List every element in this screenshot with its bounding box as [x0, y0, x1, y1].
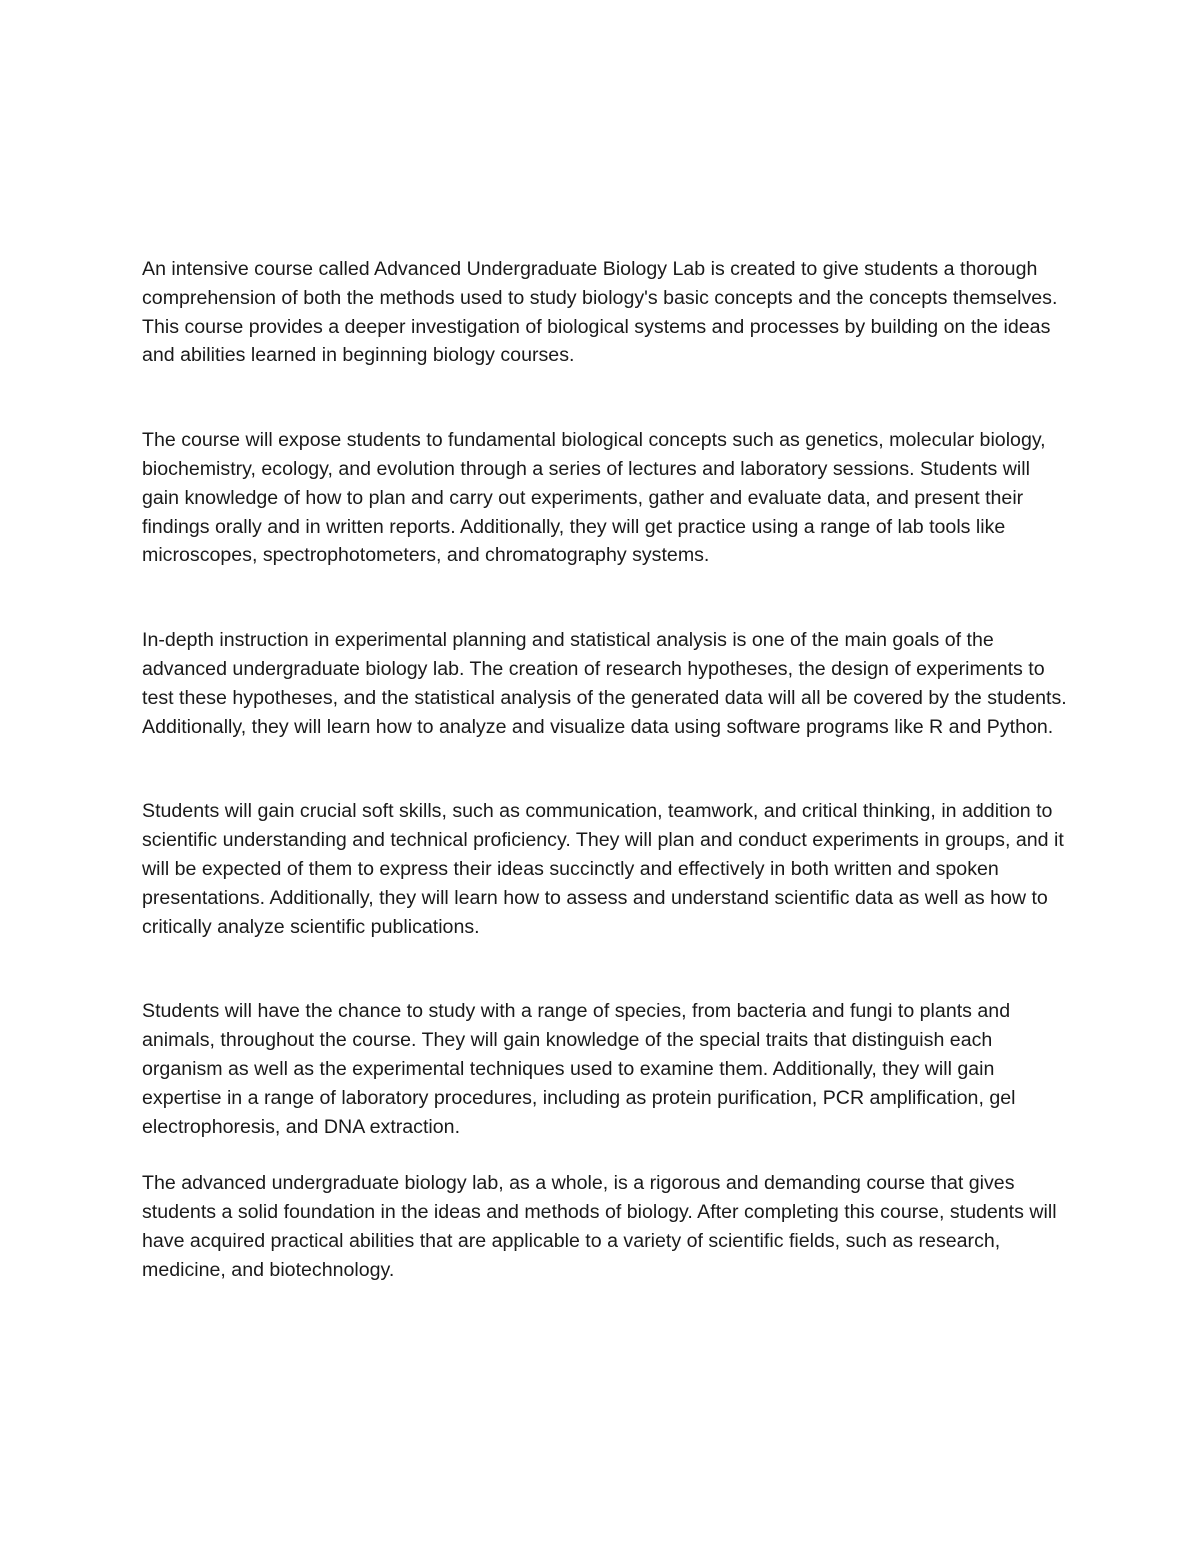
paragraph-intro: An intensive course called Advanced Undergraduate Biology Lab is created to give students a thorough comprehension of both the methods used to study biology's basic concepts and the concepts themselves. This course provides a deeper investigation of biological systems and processes by building on the ideas and abilities learned in beginning biology courses.: [142, 258, 1058, 367]
document-body: [142, 255, 1067, 1285]
paragraph-experimental-planning: In-depth instruction in experimental planning and statistical analysis is one of the main goals of the advanced undergraduate biology lab. The creation of research hypotheses, the design of experiments to test these hypotheses, and the statistical analysis of the generated data will all be covered by the students. Additionally, they will learn how to analyze and visualize data using software programs like R and Python.: [142, 629, 1067, 738]
paragraph-species: Students will have the chance to study with a range of species, from bacteria and fungi to plants and animals, throughout the course. They will gain knowledge of the special traits that distinguish each organism as well as the experimental techniques used to examine them. Additionally, they will gain expertise in a range of laboratory procedures, including as protein purification, PCR amplification, gel electrophoresis, and DNA extraction.: [142, 1000, 1016, 1138]
paragraph-concepts: The course will expose students to fundamental biological concepts such as genetics, molecular biology, biochemistry, ecology, and evolution through a series of lectures and laboratory sessions. Students will gain knowledge of how to plan and carry out experiments, gather and evaluate data, and present their findings orally and in written reports. Additionally, they will get practice using a range of lab tools like microscopes, spectrophotometers, and chromatography systems.: [142, 429, 1046, 567]
paragraph-soft-skills: Students will gain crucial soft skills, such as communication, teamwork, and critical thinking, in addition to scientific understanding and technical proficiency. They will plan and conduct experiments in groups, and it will be expected of them to express their ideas succinctly and effectively in both written and spoken presentations. Additionally, they will learn how to assess and understand scientific data as well as how to critically analyze scientific publications.: [142, 800, 1064, 938]
paragraph-conclusion: The advanced undergraduate biology lab, as a whole, is a rigorous and demanding course that gives students a solid foundation in the ideas and methods of biology. After completing this course, students will have acquired practical abilities that are applicable to a variety of scientific fields, such as research, medicine, and biotechnology.: [142, 1172, 1057, 1281]
